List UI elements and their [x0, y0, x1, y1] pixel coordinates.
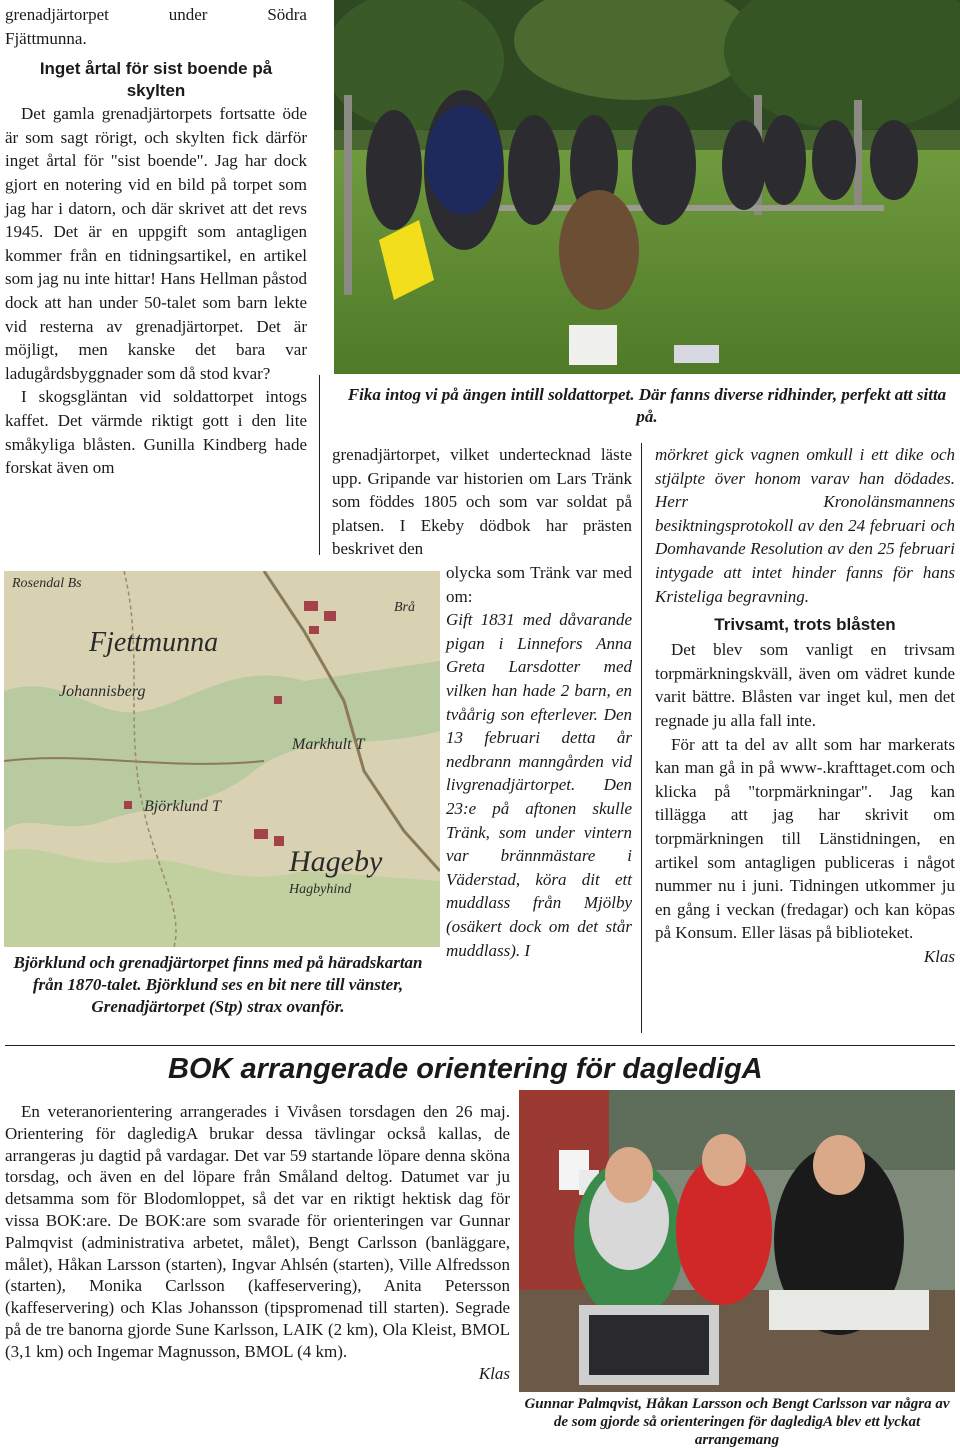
map-label-markhult: Markhult T	[292, 736, 365, 753]
quote-continuation: mörkret gick vagnen omkull i ett dike och stjälpte över honom varav han dödades. Herr Kronolänsmannens besiktningsprotokoll av den 24 februari och Domhavande Resolution av den 25 februari intygade att intet hinder fanns för hans Kristeliga begravning.	[655, 445, 955, 606]
intro-line-1	[5, 3, 307, 27]
map-label-bra: Brå	[394, 600, 415, 615]
right-para-2: För att ta del av allt som har markerats kan man gå in på www-.krafttaget.com och klicka på "torpmärkningar". Jag kan tillägga att jag har skrivit om torpmärkningen till Länstidningen, en artikel som antagligen publiceras i något nummer nu i juni. Tidningen utkommer ju en gång i veckan (fredagar) och kan köpas på Konsum. Eller läsas på biblioteket.	[655, 734, 955, 943]
right-column	[655, 443, 955, 968]
bok-article-body: En veteranorientering arrangerades i Vivåsen torsdagen den 26 maj. Orientering för dagledigA brukar dessa tävlingar också kallas, de arrangeras ju dagtid på vardagar. Det var 59 startande löpare denna sköna torsdag, och även en del löpare från Småland deltog. Datumet var ju detsamma som för Blodomloppet, så det var en riktigt hektisk dag för vissa BOK:are. De BOK:are som svarade för orienteringen var Gunnar Palmqvist (administrativa arbetet, målet), Bengt Carlsson (banläggare, målet), Håkan Larsson (starten), Ingvar Ahlsén (starten), Ville Alfredsson (starten), Monika Carlsson (kaffeservering), Anita Petersson (kaffeservering) och Klas Johansson (tipspromenad till starten). Segrade på de tre banorna gjorde Sune Karlsson, LAIK (2 km), Ola Kleist, BMOL (3,1 km) och Ingemar Magnusson, BMOL (4 km).	[5, 1102, 510, 1361]
map-label-bjorklund: Björklund T	[144, 798, 221, 815]
signature-klas: Klas	[923, 946, 955, 966]
left-column	[5, 3, 307, 480]
fika-photo-illustration	[334, 0, 960, 374]
top-photo-fika	[334, 0, 960, 374]
intro-word: Södra	[267, 5, 307, 24]
bok-headline: BOK arrangerade orientering för dagledigA	[168, 1053, 763, 1085]
map-caption: Björklund och grenadjärtorpet finns med på häradskartan från 1870-talet. Björklund ses en bit nere till vänster, Grenadjärtorpet (Stp) strax ovanför.	[13, 953, 423, 1016]
map-label-rosendal: Rosendal Bs	[12, 576, 82, 591]
map-label-johannisberg: Johannisberg	[59, 683, 146, 700]
bok-photo-caption: Gunnar Palmqvist, Håkan Larsson och Bengt Carlsson var några av de som gjorde så orienteringen för dagledigA blev ett lyckat arrangemang	[524, 1396, 950, 1448]
intro-word: grenadjärtorpet	[5, 5, 109, 24]
dodbok-quote: Gift 1831 med dåvarande pigan i Linnefors Anna Greta Larsdotter med vilken han hade 2 barn, en tvåårig son efterlever. Den 13 februari detta år nedbrann manngården vid livgrenadjärtorpet. Den 23:e på aftonen skulle Tränk, som under vintern var brännmästare i Väderstad, köra dit ett muddlass från Mjölby (osäkert dock om det står muddlass). I	[446, 610, 632, 960]
heading-trivsamt: Trivsamt, trots blåsten	[714, 615, 896, 635]
map-illustration	[4, 571, 440, 947]
intro-line-2: Fjättmunna.	[5, 28, 87, 48]
middle-column	[332, 443, 632, 561]
left-para-1: Det gamla grenadjärtorpets fortsatte öde är som sagt rörigt, och skylten fick därför inget årtal för "sist boende". Jag har dock gjort en notering vid en bild på torpet som jag har i datorn, och där skrivet att det revs 1945. Det är en uppgift som antagligen kommer från en tidningsartikel, en artikel som jag nu inte hittar! Hans Hellman påstod dock att han under 50-talet som barn lekte vid resterna av grenadjärtorpet. Det är möjligt, men kanske det bara var ladugårdsbyggnader som då stod kvar?	[5, 104, 307, 383]
bok-signature: Klas	[478, 1363, 510, 1383]
top-photo-caption: Fika intog vi på ängen intill soldattorpet. Där fanns diverse ridhinder, perfekt att sitta på.	[347, 385, 947, 426]
middle-narrow-text: olycka som Tränk var med om:	[446, 563, 632, 606]
historical-map	[4, 571, 440, 947]
map-label-hageby: Hageby	[289, 845, 383, 878]
heading-skylten: Inget årtal för sist boende på skylten	[39, 59, 273, 101]
middle-column-narrow	[446, 561, 632, 962]
intro-word: under	[168, 5, 208, 24]
bok-photo-illustration	[519, 1090, 955, 1392]
map-label-fjettmunna: Fjettmunna	[89, 627, 219, 658]
section-separator	[5, 1045, 955, 1046]
column-divider-right	[641, 443, 642, 1033]
map-label-hagbyhind: Hagbyhind	[289, 882, 352, 897]
left-para-2: I skogsgläntan vid soldattorpet intogs kaffet. Det värmde riktigt gott i den lite småkyliga blåsten. Gunilla Kindberg hade forskat även om	[5, 387, 307, 478]
bok-article	[5, 1101, 510, 1384]
bok-photo	[519, 1090, 955, 1392]
middle-para: grenadjärtorpet, vilket undertecknad läste upp. Gripande var historien om Lars Tränk som föddes 1805 och som var soldat på platsen. I Ekeby dödbok har prästen beskrivet den	[332, 445, 632, 559]
right-para-1: Det blev som vanligt en trivsam torpmärkningskväll, även om vädret kunde varit bättre. Blåsten var inget kul, men det regnade ju alla fall inte.	[655, 640, 955, 730]
column-divider-left	[319, 375, 320, 555]
